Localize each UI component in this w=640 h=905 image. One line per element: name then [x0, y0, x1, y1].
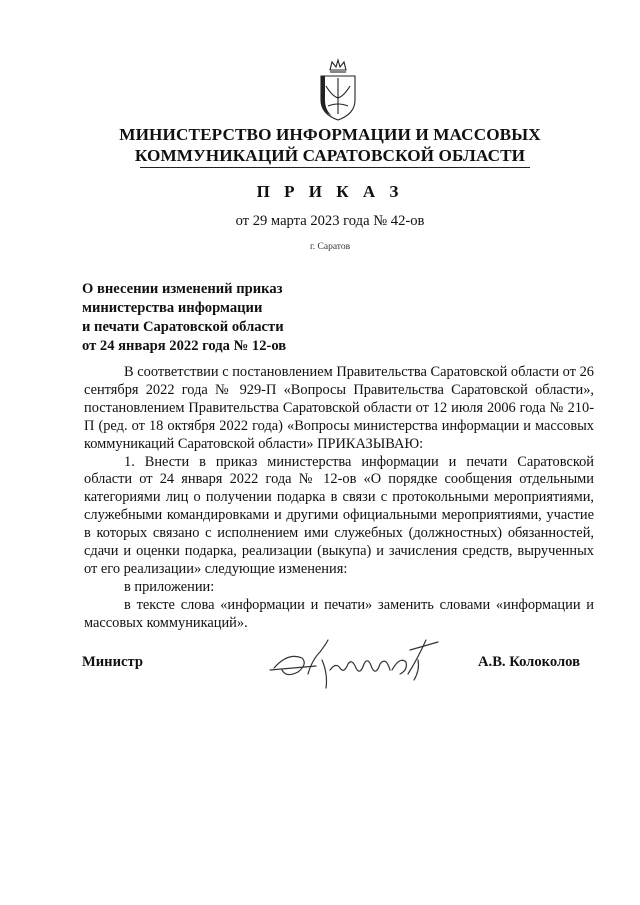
ministry-name-line1: МИНИСТЕРСТВО ИНФОРМАЦИИ И МАССОВЫХ: [119, 125, 541, 144]
subject-line: и печати Саратовской области: [82, 319, 284, 335]
order-city: г. Саратов: [309, 242, 351, 252]
coat-of-arms-icon: [318, 56, 358, 122]
header-divider: [140, 167, 530, 168]
order-body: [84, 364, 594, 633]
document-type: П Р И К А З: [256, 182, 404, 201]
body-paragraph-replacement: в тексте слова «информации и печати» заменить словами «информации и массовых коммуникаций».: [84, 596, 594, 631]
ministry-name: [60, 124, 600, 166]
signer-title: Министр: [82, 654, 143, 670]
subject-line: от 24 января 2022 года № 12-ов: [82, 338, 287, 354]
subject-line: О внесении изменений приказ: [82, 281, 283, 297]
ministry-name-line2: КОММУНИКАЦИЙ САРАТОВСКОЙ ОБЛАСТИ: [134, 146, 526, 165]
body-paragraph-preamble: В соответствии с постановлением Правительства Саратовской области от 26 сентября 2022 года № 929-П «Вопросы Правительства Саратовской области», постановлением Правительства Саратовской области от 12 июля 2006 года № 210-П (ред. от 18 октября 2022 года) «Вопросы министерства информации и массовых коммуникаций Саратовской области» ПРИКАЗЫВАЮ:: [84, 364, 594, 452]
order-subject: [82, 280, 342, 356]
body-paragraph-appendix: в приложении:: [124, 578, 215, 595]
body-paragraph-item-1: 1. Внести в приказ министерства информации и печати Саратовской области от 24 января 2022 года № 12-ов «О порядке сообщения отдельными категориями лиц о получении подарка в связи с протокольными мероприятиями, служебными командировками и другими официальными мероприятиями, участие в которых связано с исполнением ими служебных (должностных) обязанностей, сдачи и оценки подарка, реализации (выкупа) и зачисления средств, вырученных от его реализации» следующие изменения:: [84, 453, 594, 577]
order-date-number: от 29 марта 2023 года № 42-ов: [235, 213, 425, 229]
subject-line: министерства информации: [82, 300, 263, 316]
handwritten-signature-icon: [268, 630, 448, 692]
signer-name: А.В. Колоколов: [478, 654, 580, 670]
